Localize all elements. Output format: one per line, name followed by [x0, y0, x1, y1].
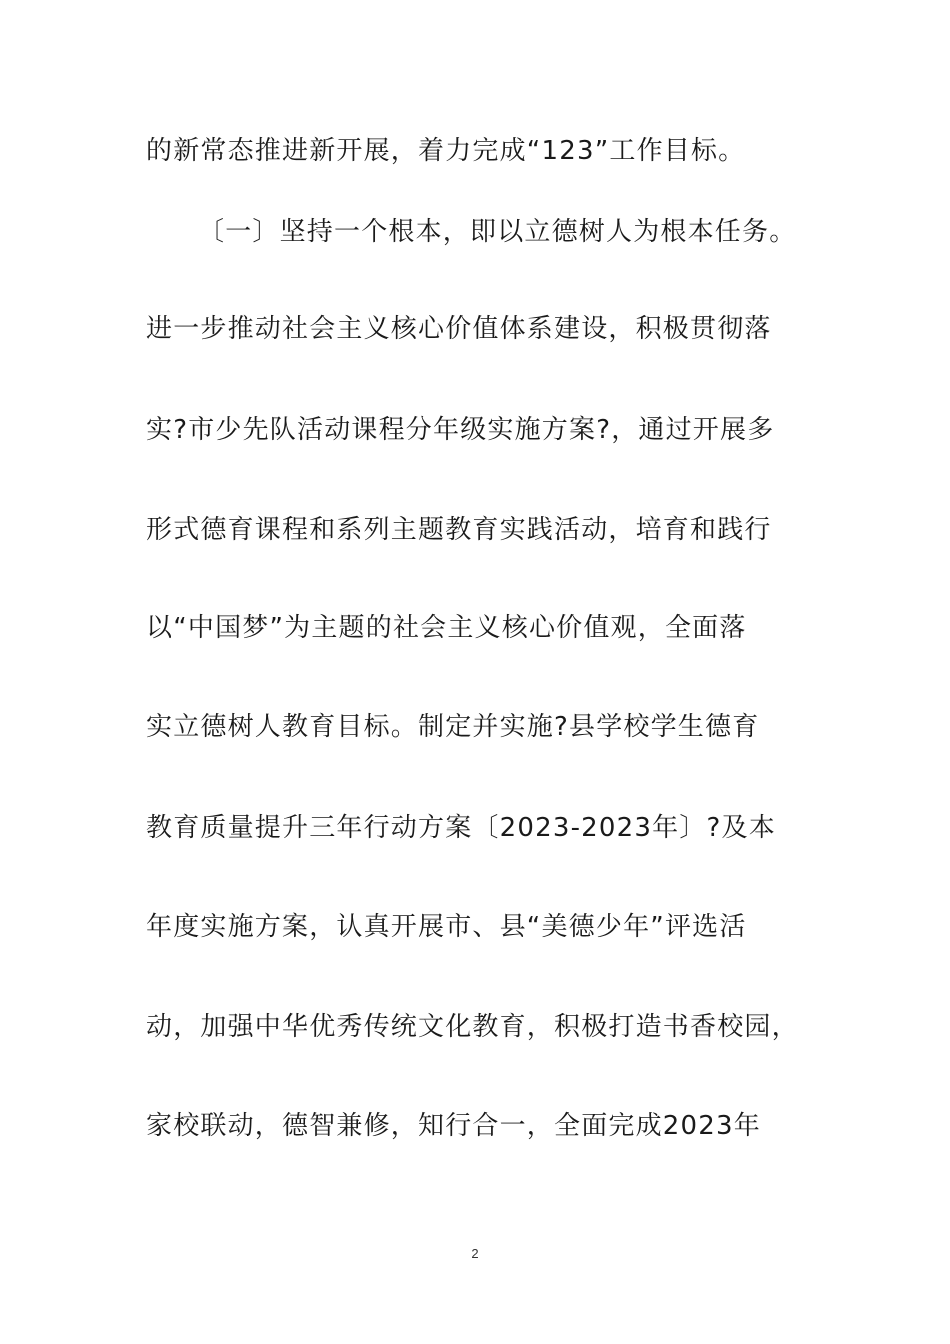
text-line-6: 以“中国梦”为主题的社会主义核心价值观，全面落 [146, 613, 747, 643]
text-line-8: 教育质量提升三年行动方案〔2023-2023年〕?及本 [146, 813, 776, 843]
text-line-1: 的新常态推进新开展，着力完成“123”工作目标。 [146, 136, 746, 166]
text-line-7: 实立德树人教育目标。制定并实施?县学校学生德育 [146, 712, 760, 742]
page-number: 2 [471, 1246, 479, 1261]
text-line-9: 年度实施方案，认真开展市、县“美德少年”评选活 [146, 912, 747, 942]
text-line-3: 进一步推动社会主义核心价值体系建设，积极贯彻落 [146, 314, 772, 344]
text-line-4: 实?市少先队活动课程分年级实施方案?，通过开展多 [146, 415, 775, 445]
text-line-11: 家校联动，德智兼修，知行合一，全面完成2023年 [146, 1111, 761, 1141]
section-heading-1: 〔一〕坚持一个根本，即以立德树人为根本任务。 [198, 217, 797, 247]
text-line-5: 形式德育课程和系列主题教育实践活动，培育和践行 [146, 515, 772, 545]
text-line-10: 动，加强中华优秀传统文化教育，积极打造书香校园， [146, 1012, 799, 1042]
